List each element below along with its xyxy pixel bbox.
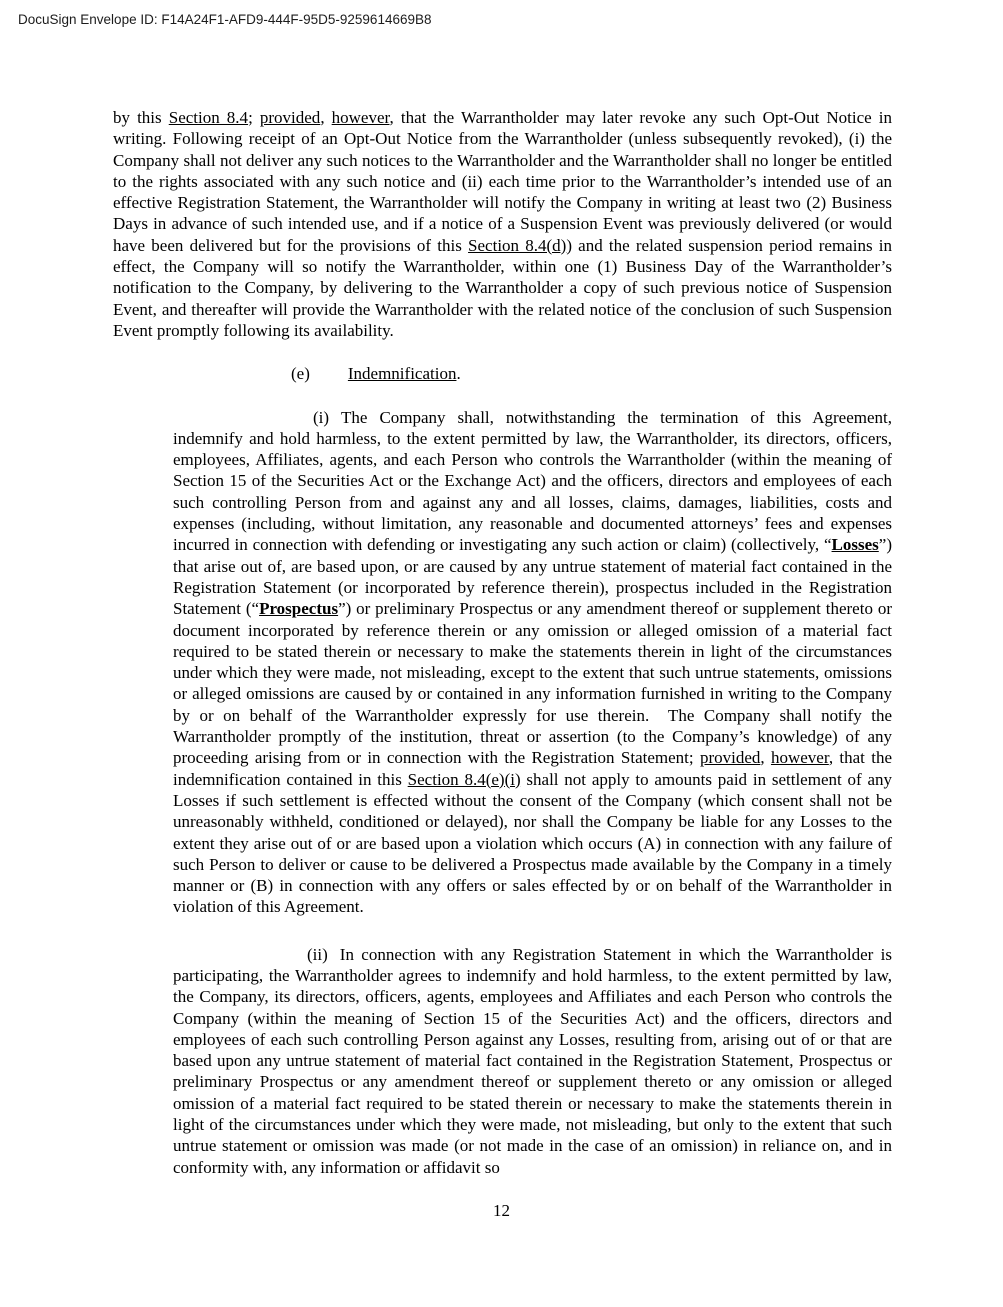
text-run: , that the indemnification contained in this	[173, 748, 897, 789]
text-run: provided	[259, 108, 321, 127]
text-run: Prospectus	[259, 599, 339, 619]
text-run: ;	[248, 108, 260, 127]
text-run: ,	[320, 108, 332, 127]
text-run: (i)	[313, 407, 330, 427]
text-run: ) and the related suspension period remains in effect, the Company will so notify the Warrantholder, within one (1) Business Day of the Warrantholder’s notification to the Company, by delivering to the Warrantholder a copy of such previous notice of Suspension Event, and thereafter will provide the Warrantholder with the related notice of the conclusion of such Suspension Event promptly following its availability.	[113, 235, 897, 340]
document-body	[113, 107, 897, 1178]
text-run: however	[770, 748, 829, 768]
text-run: (e)	[291, 364, 310, 384]
text-run: Section 8.4(e)(i)	[407, 769, 521, 789]
text-run: (ii)	[307, 944, 328, 964]
text-run: In connection with any Registration Statement in which the Warrantholder is participating, the Warrantholder agrees to indemnify and hold harmless, to the extent permitted by law, the Company, its directors, officers, agents, employees and Affiliates and each Person who controls the Company (within the meaning of Section 15 of the Securities Act) and the officers, directors and employees of each such controlling Person against any Losses, resulting from, arising out of or that are based upon any untrue statement of material fact contained in the Registration Statement, Prospectus or preliminary Prospectus or any amendment thereof or supplement thereto or any omission or alleged omission of a material fact required to be stated therein or necessary to make the statements therein in light of the circumstances under which they were made, not misleading, but only to the extent that such untrue statement or omission was made (or not made in the case of an omission) in reliance on, and in conformity with, any information or affidavit so	[173, 944, 897, 1177]
page-number: 12	[493, 1201, 510, 1220]
continuation-paragraph	[113, 107, 897, 341]
text-run: provided	[699, 748, 761, 768]
text-run: Losses	[831, 535, 879, 555]
text-run: .	[456, 364, 461, 384]
text-run: ”) or preliminary Prospectus or any amendment thereof or supplement thereto or document incorporated by reference therein or any omission or alleged omission of a material fact required to be stated therein or necessary to make the statements therein in light of the circumstances under which they were made, not misleading, except to the extent that such untrue statements, omissions or alleged omissions are caused by or contained in any information furnished in writing to the Company by or on behalf of the Warrantholder expressly for use therein. The Company shall notify the Warrantholder promptly of the institution, threat or assertion (to the Company’s knowledge) of any proceeding arising from or in connection with the Registration Statement;	[173, 599, 897, 768]
text-run: Section 8.4	[168, 108, 249, 127]
text-run: Section 8.4(d)	[468, 235, 567, 255]
docusign-envelope-id-label: DocuSign Envelope ID: F14A24F1-AFD9-444F-95D5-9259614669B8	[18, 12, 432, 27]
text-run: ”) that arise out of, are based upon, or are caused by any untrue statement of material fact contained in the Registration Statement (or incorporated by reference therein), prospectus included in the Registration Statement (“	[173, 535, 897, 619]
text-run: , that the Warrantholder may later revoke any such Opt-Out Notice in writing. Following receipt of an Opt-Out Notice from the Warrantholder (unless subsequently revoked), (i) the Company shall not deliver any such notices to the Warrantholder and the Warrantholder shall no longer be entitled to the rights associated with any such notice and (ii) each time prior to the Warrantholder’s intended use of an effective Registration Statement, the Warrantholder will notify the Company in writing at least two (2) Business Days in advance of such intended use, and if a notice of a Suspension Event was previously delivered (or would have been delivered but for the provisions of this	[113, 108, 897, 255]
text-run: ,	[760, 748, 771, 768]
text-run: however	[331, 108, 390, 127]
clause-e-ii-paragraph	[173, 944, 897, 1178]
clause-e-heading	[113, 363, 892, 384]
clause-e-i-paragraph	[173, 407, 897, 918]
text-run: shall not apply to amounts paid in settlement of any Losses if such settlement is effected without the consent of the Company (which consent shall not be unreasonably withheld, conditioned or delayed), nor shall the Company be liable for any Losses to the extent they arise out of or are based upon a violation which occurs (A) in connection with any failure of such Person to deliver or cause to be delivered a Prospectus made available by the Company in a timely manner or (B) in connection with any offers or sales effected by or on behalf of the Warrantholder in violation of this Agreement.	[173, 769, 897, 917]
text-run: The Company shall, notwithstanding the termination of this Agreement, indemnify and hold harmless, to the extent permitted by law, the Warrantholder, its directors, officers, employees, Affiliates, agents, and each Person who controls the Warrantholder (within the meaning of Section 15 of the Securities Act or the Exchange Act) and the officers, directors and employees of each such controlling Person from and against any and all losses, claims, damages, liabilities, costs and expenses (including, without limitation, any reasonable and documented attorneys’ fees and expenses incurred in connection with defending or investigating any such action or claim) (collectively, “	[173, 407, 897, 555]
text-run: Indemnification	[347, 364, 457, 384]
text-run: by this	[113, 108, 169, 127]
